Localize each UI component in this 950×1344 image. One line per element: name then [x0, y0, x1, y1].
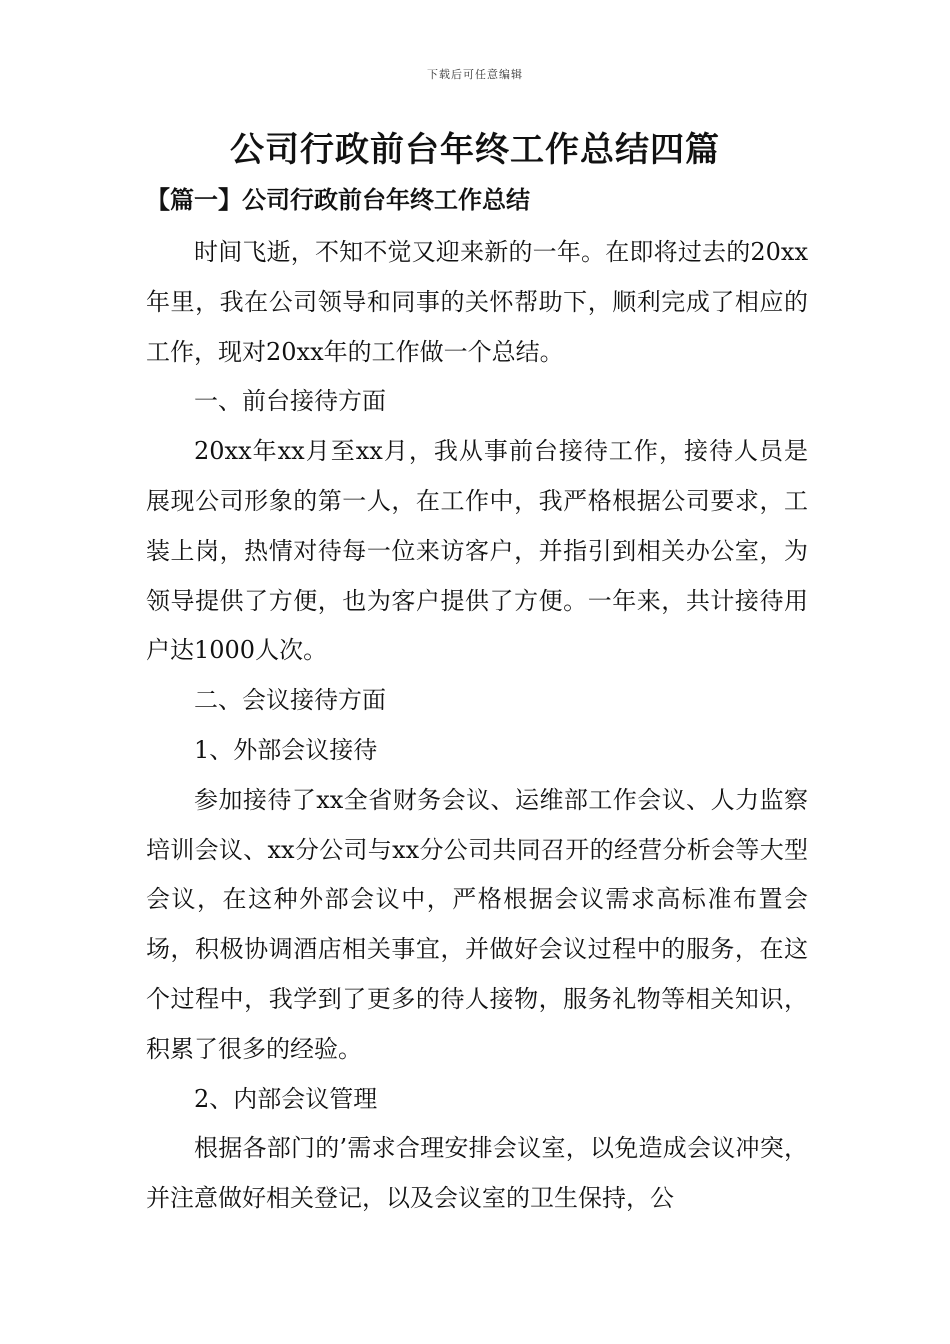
paragraph-external-meetings: 参加接待了xx全省财务会议、运维部工作会议、人力监察培训会议、xx分公司与xx分公司共同召开的经营分析会等大型会议，在这种外部会议中，严格根据会议需求高标准布置会场，积极协调酒店相关事宜，并做好会议过程中的服务，在这个过程中，我学到了更多的待人接物，服务礼物等相关知识，积累了很多的经验。	[146, 785, 808, 1063]
document-body	[146, 228, 808, 1224]
section-heading: 【篇一】公司行政前台年终工作总结	[146, 185, 530, 214]
paragraph-reception: 20xx年xx月至xx月，我从事前台接待工作，接待人员是展现公司形象的第一人，在工作中，我严格根据公司要求，工装上岗，热情对待每一位来访客户，并指引到相关办公室，为领导提供了方便，也为客户提供了方便。一年来，共计接待用户达1000人次。	[146, 437, 808, 665]
subheading-external-meetings: 1、外部会议接待	[194, 735, 378, 764]
document-title: 公司行政前台年终工作总结四篇	[230, 130, 720, 170]
header-note: 下载后可任意编辑	[427, 68, 523, 81]
subheading-reception: 一、前台接待方面	[194, 387, 386, 416]
subheading-internal-meetings: 2、内部会议管理	[194, 1084, 378, 1113]
subheading-meetings: 二、会议接待方面	[194, 686, 386, 715]
paragraph-internal-meetings: 根据各部门的’需求合理安排会议室，以免造成会议冲突，并注意做好相关登记，以及会议室的卫生保持，公	[146, 1134, 808, 1213]
paragraph-intro: 时间飞逝，不知不觉又迎来新的一年。在即将过去的20xx年里，我在公司领导和同事的关怀帮助下，顺利完成了相应的工作，现对20xx年的工作做一个总结。	[146, 238, 808, 366]
